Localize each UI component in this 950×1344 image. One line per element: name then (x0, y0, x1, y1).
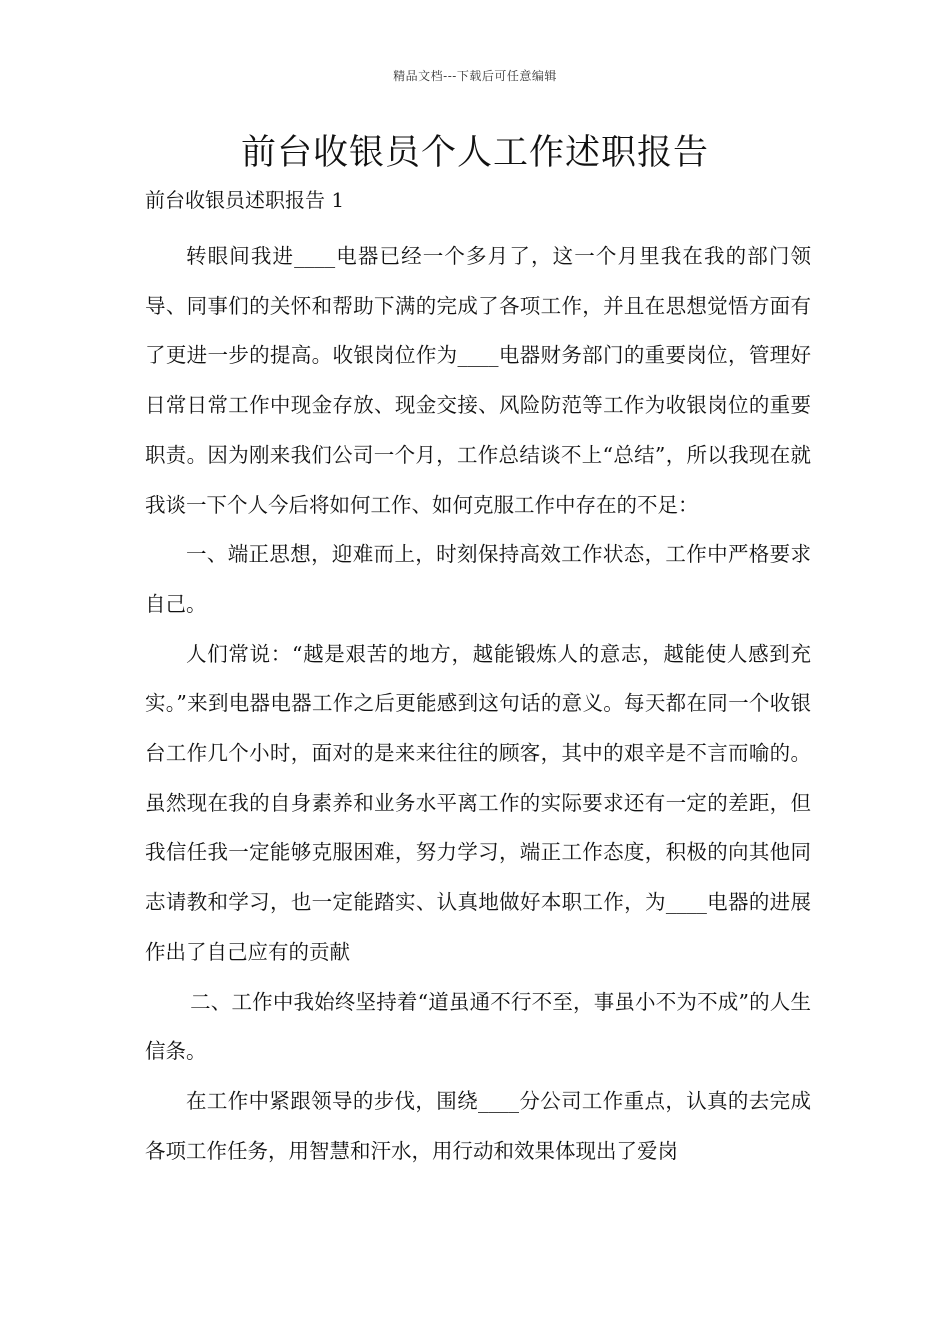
paragraph-section-one-heading: 一、端正思想，迎难而上，时刻保持高效工作状态，工作中严格要求自己。 (145, 542, 811, 616)
header-note: 精品文档---下载后可任意编辑 (393, 69, 557, 83)
paragraph-section-two-heading: 二、工作中我始终坚持着“道虽通不行不至，事虽小不为不成”的人生信条。 (145, 989, 811, 1064)
paragraph-section-one-body: 人们常说：“越是艰苦的地方，越能锻炼人的意志，越能使人感到充实。”来到电器电器工作之后更能感到这句话的意义。每天都在同一个收银台工作几个小时，面对的是来来往往的顾客，其中的艰辛是不言而喻的。虽然现在我的自身素养和业务水平离工作的实际要求还有一定的差距，但我信任我一定能够克服困难，努力学习，端正工作态度，积极的向其他同志请教和学习，也一定能踏实、认真地做好本职工作，为____电器的进展作出了自己应有的贡献 (145, 641, 811, 964)
document-title: 前台收银员个人工作述职报告 (240, 133, 709, 173)
paragraph-section-two-body: 在工作中紧跟领导的步伐，围绕____分公司工作重点，认真的去完成各项工作任务，用智慧和汗水，用行动和效果体现出了爱岗 (145, 1088, 811, 1163)
paragraph-intro: 转眼间我进____电器已经一个多月了，这一个月里我在我的部门领导、同事们的关怀和帮助下满的完成了各项工作，并且在思想觉悟方面有了更进一步的提高。收银岗位作为____电器财务部门的重要岗位，管理好日常日常工作中现金存放、现金交接、风险防范等工作为收银岗位的重要职责。因为刚来我们公司一个月，工作总结谈不上“总结”，所以我现在就我谈一下个人今后将如何工作、如何克服工作中存在的不足： (145, 244, 811, 517)
document-body (145, 232, 811, 1176)
document-subtitle: 前台收银员述职报告 1 (145, 188, 345, 212)
